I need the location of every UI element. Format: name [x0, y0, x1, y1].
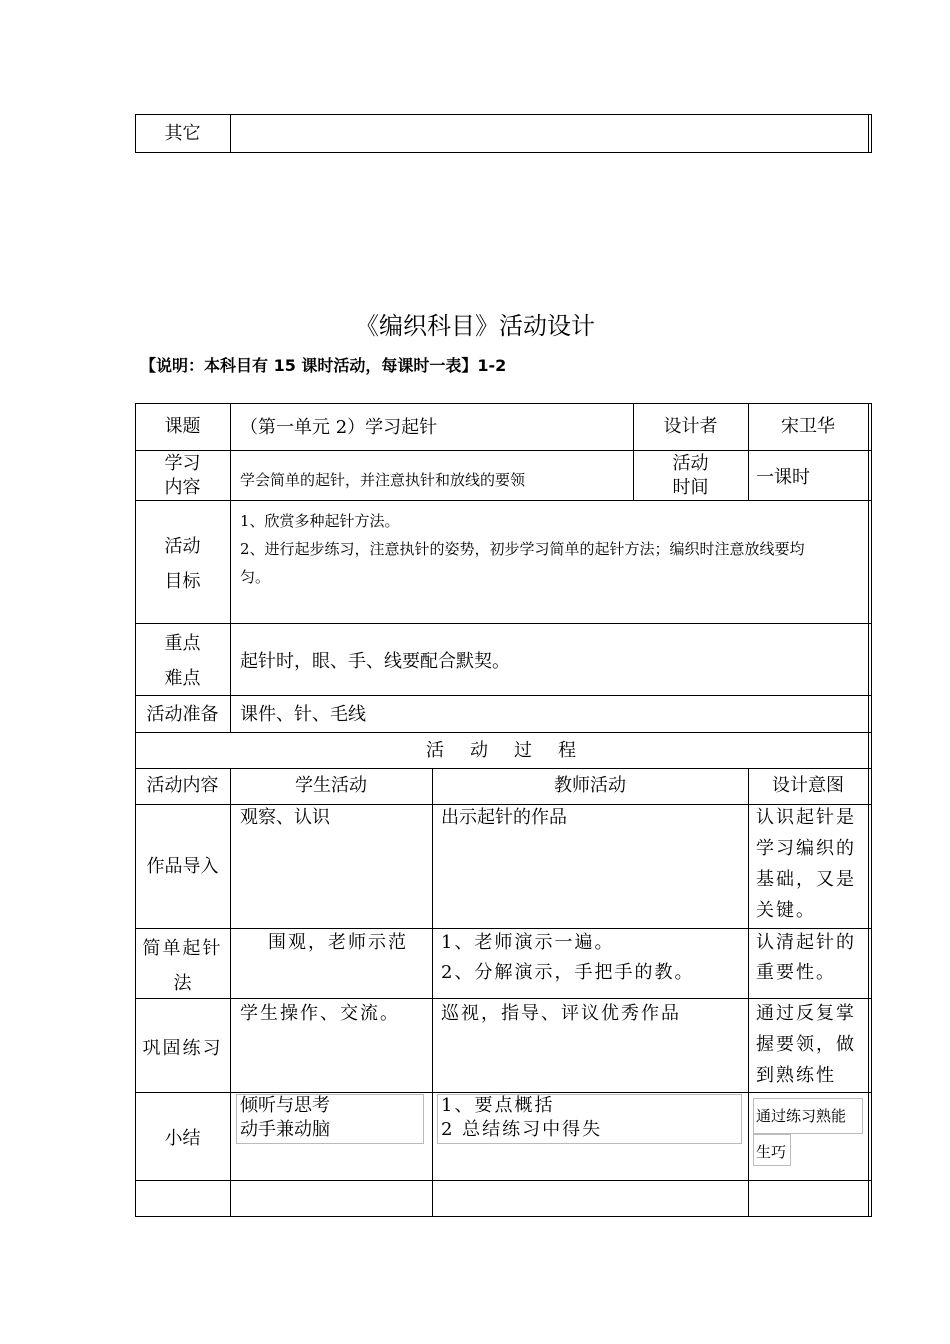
designer-label: 设计者: [663, 416, 718, 437]
row4-student-2: 动手兼动脑: [240, 1119, 330, 1140]
row1-intent-2: 学习编织的: [756, 838, 856, 859]
row2-teacher-2: 2、分解演示，手把手的教。: [441, 962, 695, 983]
row4-intent-2: 生巧: [756, 1143, 787, 1161]
topic-value: （第一单元 2）学习起针: [240, 417, 438, 438]
row1-student: 观察、认识: [240, 807, 330, 828]
goal-label-2: 目标: [164, 571, 201, 592]
row1-teacher: 出示起针的作品: [441, 807, 567, 828]
row1-name: 作品导入: [146, 856, 219, 877]
row3-name: 巩固练习: [142, 1038, 223, 1059]
col-header-content: 活动内容: [146, 775, 219, 796]
prep-value: 课件、针、毛线: [240, 704, 366, 725]
row2-teacher-1: 1、老师演示一遍。: [441, 932, 615, 953]
process-header: 活 动 过 程: [426, 740, 580, 761]
row4-name: 小结: [164, 1128, 201, 1149]
designer-value: 宋卫华: [781, 416, 835, 437]
content-value: 学会简单的起针，并注意执针和放线的要领: [240, 471, 526, 489]
row2-name-1: 简单起针: [142, 938, 223, 959]
time-value: 一课时: [756, 467, 810, 488]
col-header-teacher: 教师活动: [554, 775, 626, 796]
content-label-2: 内容: [164, 477, 201, 498]
row2-intent-2: 重要性。: [756, 962, 836, 983]
note: 【说明：本科目有 15 课时活动，每课时一表】1-2: [140, 356, 507, 375]
key-value: 起针时，眼、手、线要配合默契。: [240, 651, 510, 672]
topic-label: 课题: [164, 416, 201, 437]
other-label: 其它: [164, 123, 201, 144]
row3-intent-2: 握要领，做: [756, 1034, 856, 1055]
row2-student: 围观，老师示范: [268, 932, 408, 953]
col-header-student: 学生活动: [295, 775, 367, 796]
row4-teacher-2: 2 总结练习中得失: [441, 1119, 603, 1140]
row3-student: 学生操作、交流。: [240, 1003, 400, 1024]
goal-1: 1、欣赏多种起针方法。: [240, 512, 400, 530]
goal-label-1: 活动: [164, 536, 201, 557]
row2-name-2: 法: [173, 973, 192, 994]
row3-intent-3: 到熟练性: [756, 1065, 836, 1086]
page-title: 《编织科目》活动设计: [355, 312, 595, 340]
key-label-1: 重点: [164, 633, 201, 654]
prep-label: 活动准备: [146, 704, 219, 725]
row4-intent-1: 通过练习熟能: [756, 1107, 847, 1125]
col-header-intent: 设计意图: [772, 775, 844, 796]
goal-2: 2、进行起步练习，注意执针的姿势，初步学习简单的起针方法；编织时注意放线要均: [240, 540, 805, 558]
goal-2b: 匀。: [240, 568, 271, 586]
row4-student-1: 倾听与思考: [240, 1095, 330, 1116]
row1-intent-4: 关键。: [756, 900, 816, 921]
row2-intent-1: 认清起针的: [756, 932, 856, 953]
row4-teacher-1: 1、要点概括: [441, 1095, 555, 1116]
row1-intent-3: 基础，又是: [756, 869, 856, 890]
content-label-1: 学习: [164, 453, 201, 474]
time-label-1: 活动: [672, 453, 709, 474]
time-label-2: 时间: [672, 477, 709, 498]
row3-teacher: 巡视，指导、评议优秀作品: [441, 1003, 681, 1024]
row1-intent-1: 认识起针是: [756, 807, 856, 828]
row3-intent-1: 通过反复掌: [756, 1003, 856, 1024]
key-label-2: 难点: [164, 668, 201, 689]
